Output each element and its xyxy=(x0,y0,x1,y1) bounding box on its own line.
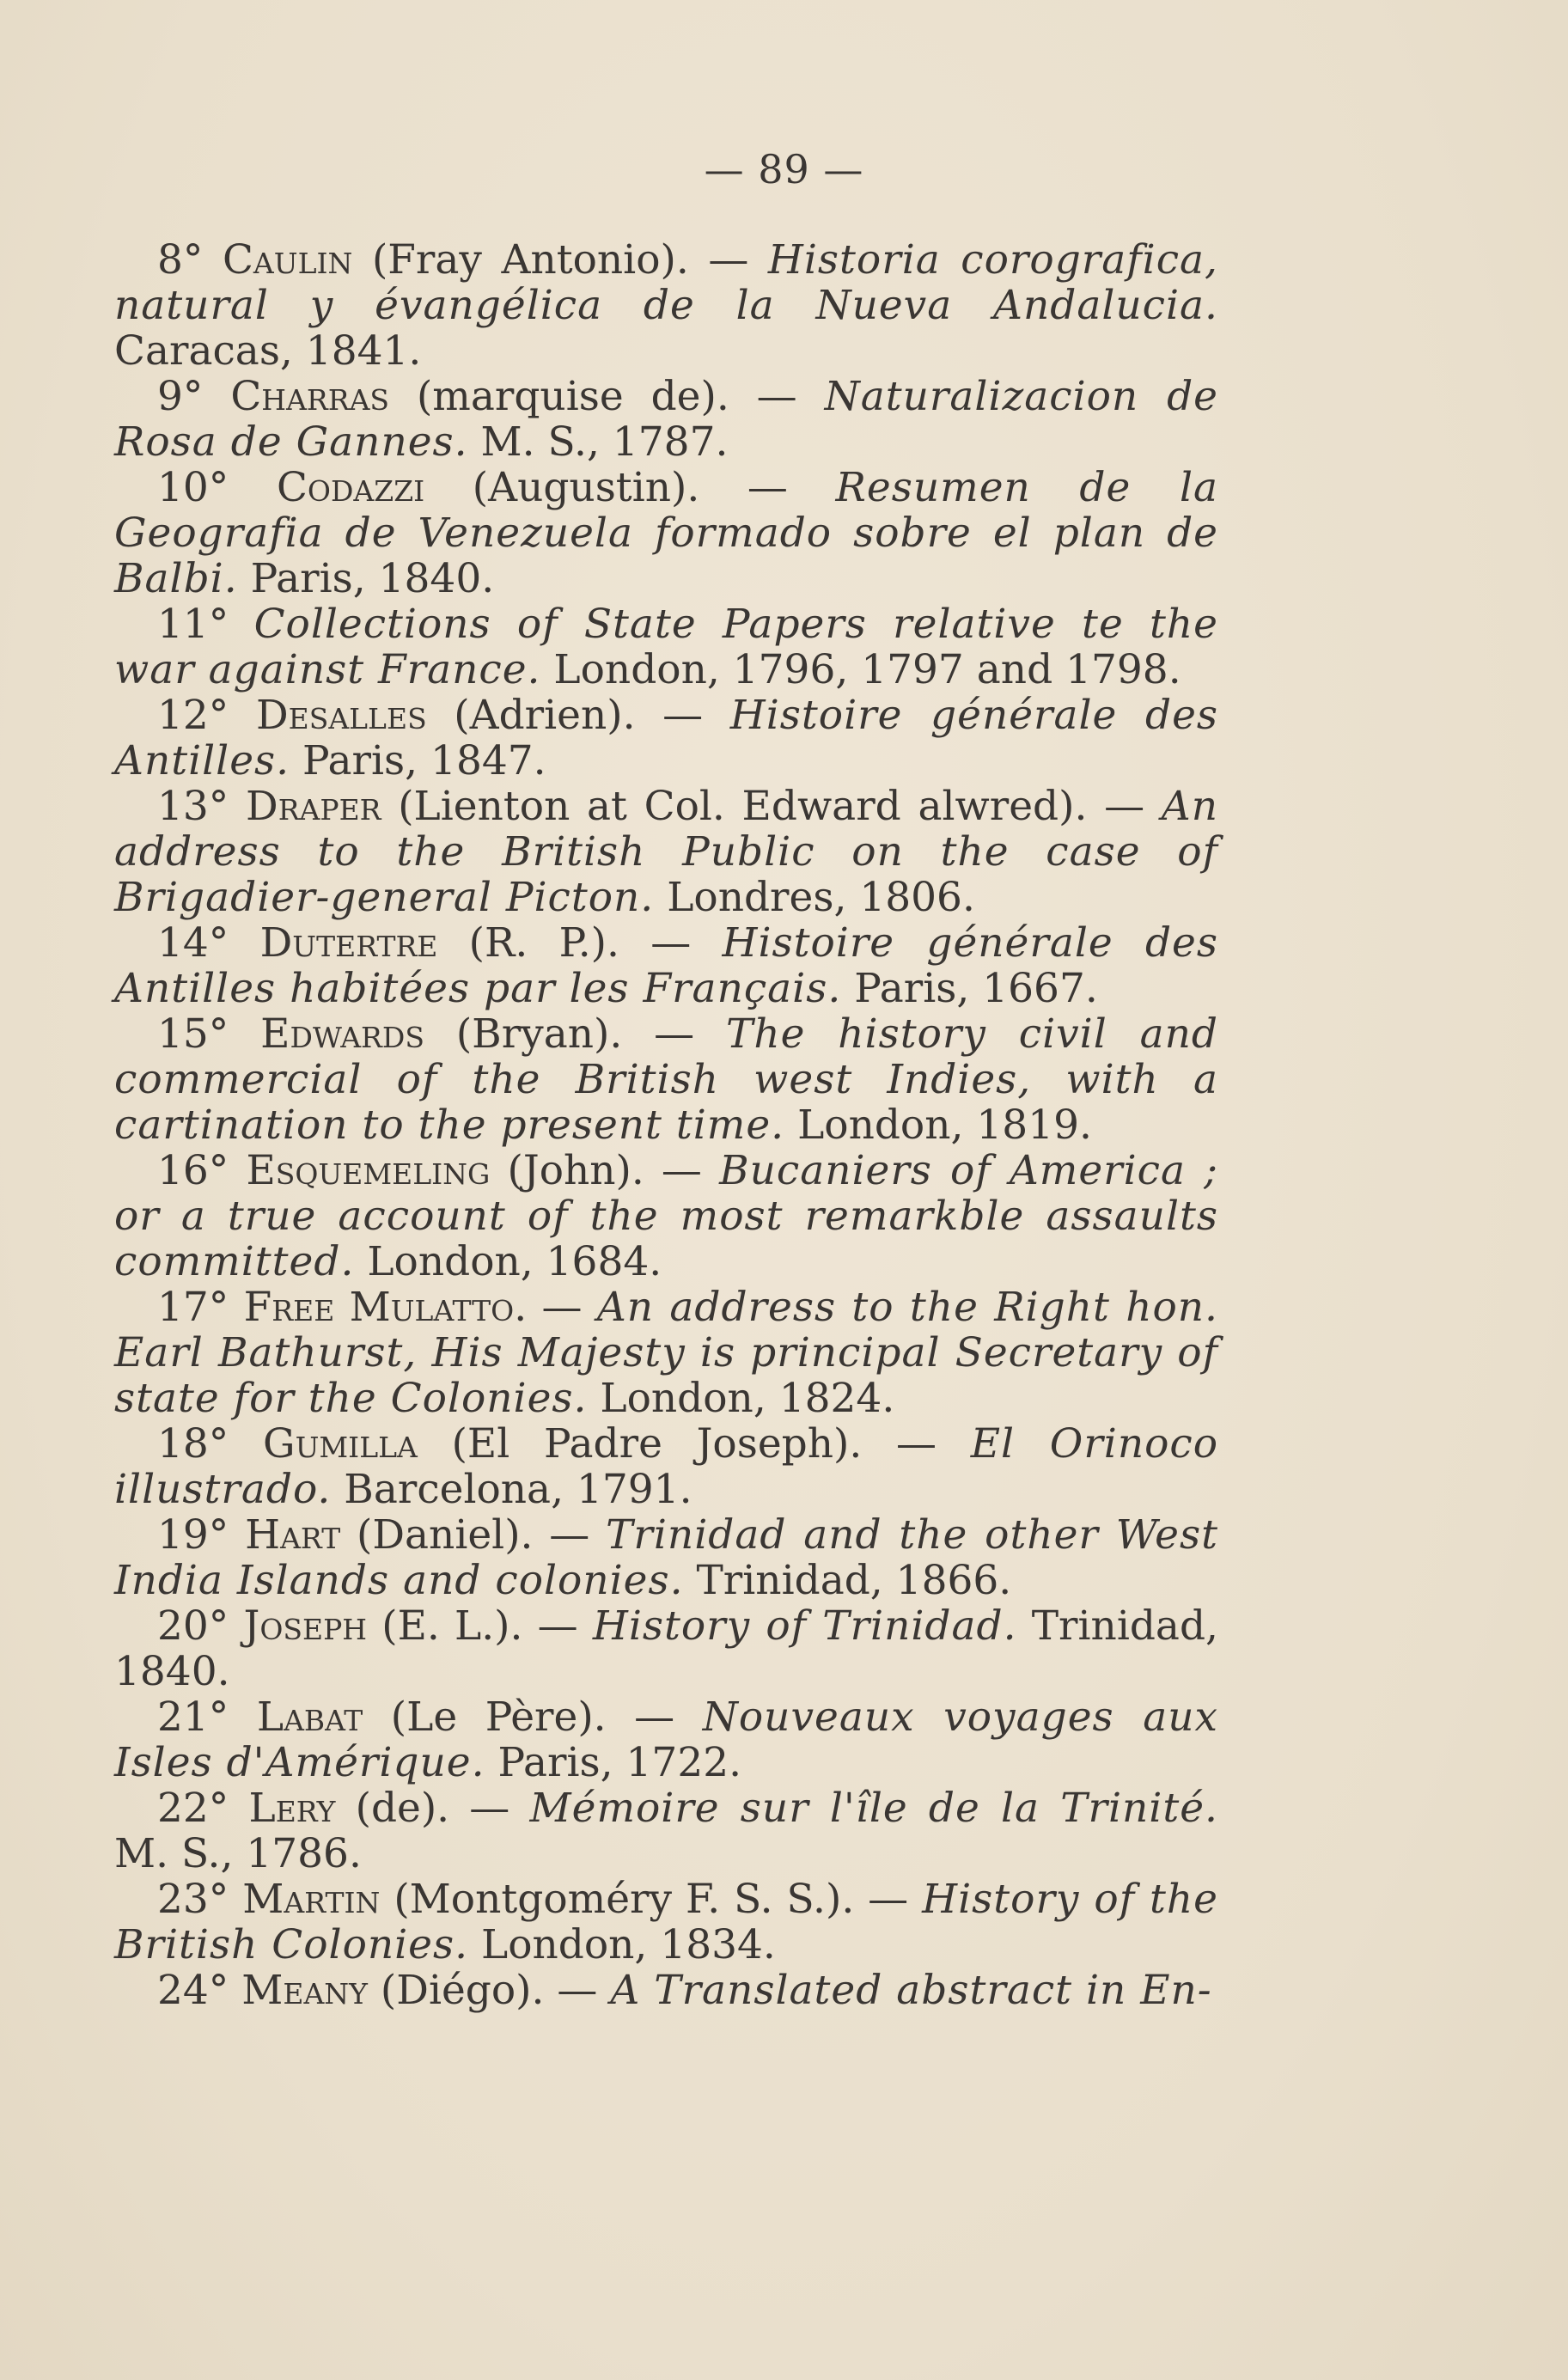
bibliography-entry xyxy=(114,237,1218,374)
entry-number: 15° xyxy=(157,1010,229,1058)
entry-number: 8° xyxy=(157,236,204,284)
entry-author: Labat xyxy=(256,1693,363,1741)
entry-number: 23° xyxy=(157,1876,229,1923)
entry-space xyxy=(229,1010,260,1058)
entry-number: 10° xyxy=(157,464,229,511)
entry-title: Nouveaux voyages aux Isles d'Amérique. xyxy=(114,1693,1218,1786)
entry-number: 13° xyxy=(157,783,229,830)
entry-number: 19° xyxy=(157,1511,229,1559)
entry-imprint: Paris, 1722. xyxy=(485,1739,742,1786)
entry-author: Caulin xyxy=(222,236,353,284)
entry-author: Hart xyxy=(245,1511,341,1559)
entry-number: 22° xyxy=(157,1785,229,1832)
entry-separator: (John). — xyxy=(490,1147,720,1194)
entry-separator: (Lienton at Col. Edward alwred). — xyxy=(381,783,1162,830)
bibliography-entry xyxy=(114,693,1218,784)
entry-title: An address to the British Public on the case of Brigadier-general Picton. xyxy=(114,783,1218,921)
entry-space xyxy=(229,783,246,830)
bibliography-entry xyxy=(114,920,1218,1011)
entry-separator: (marquise de). — xyxy=(389,373,825,420)
entry-imprint: London, 1824. xyxy=(587,1375,895,1422)
entry-space xyxy=(229,919,259,967)
entry-number: 14° xyxy=(157,919,229,967)
entry-author: Gumilla xyxy=(263,1420,418,1468)
entry-imprint: Paris, 1847. xyxy=(290,737,546,784)
entry-separator: (Diégo). — xyxy=(367,1967,611,2014)
bibliography-entry xyxy=(114,601,1218,693)
entry-imprint: London, 1796, 1797 and 1798. xyxy=(540,646,1181,693)
entry-author: Meany xyxy=(241,1967,368,2014)
entry-author: Martin xyxy=(242,1876,381,1923)
entry-imprint: London, 1834. xyxy=(468,1921,776,1968)
entry-title: Histoire générale des Antilles. xyxy=(114,692,1218,784)
entry-number: 20° xyxy=(157,1602,229,1650)
entry-title: The history civil and commercial of the British west Indies, with a cartination to the present time. xyxy=(114,1010,1218,1149)
entry-separator: (Daniel). — xyxy=(340,1511,607,1559)
entry-space xyxy=(229,1967,241,2014)
entry-space xyxy=(229,1693,257,1741)
entry-imprint: Caracas, 1841. xyxy=(114,327,422,375)
bibliography-entry xyxy=(114,1421,1218,1512)
bibliography-entry xyxy=(114,784,1218,920)
entry-space xyxy=(229,692,256,739)
entry-title: Resumen de la Geografia de Venezuela formado sobre el plan de Balbi. xyxy=(114,464,1219,602)
entry-imprint: Londres, 1806. xyxy=(654,874,975,921)
entry-author: Charras xyxy=(230,373,390,420)
bibliography-entry xyxy=(114,1694,1218,1785)
entry-imprint: Paris, 1840. xyxy=(237,555,495,602)
entry-space xyxy=(229,1284,243,1331)
entry-author: Esquemeling xyxy=(246,1147,491,1194)
entry-number: 16° xyxy=(157,1147,229,1194)
entry-title: Collections of State Papers relative te the war against France. xyxy=(114,601,1218,693)
entry-imprint: M. S., 1786. xyxy=(114,1830,362,1877)
entry-separator: (Montgoméry F. S. S.). — xyxy=(380,1876,923,1923)
bibliography-entry xyxy=(114,1148,1218,1285)
bibliography-entry xyxy=(114,465,1218,601)
entry-separator: (Augustin). — xyxy=(424,464,836,511)
entry-separator: (E. L.). — xyxy=(367,1602,593,1650)
entry-space xyxy=(229,601,253,648)
bibliography-entry xyxy=(114,1011,1218,1148)
entry-number: 17° xyxy=(157,1284,229,1331)
entry-title: An address to the Right hon. Earl Bathurst, His Majesty is principal Secretary of state for the Colonies. xyxy=(114,1284,1218,1422)
entry-separator: . — xyxy=(514,1284,597,1331)
entry-separator: (El Padre Joseph). — xyxy=(417,1420,971,1468)
entry-number: 21° xyxy=(157,1693,229,1741)
entry-title: Trinidad and the other West India Islands and colonies. xyxy=(114,1511,1218,1604)
bibliography-entry xyxy=(114,1877,1218,1968)
entry-space xyxy=(203,236,223,284)
bibliography-list xyxy=(114,237,1218,2013)
entry-author: Lery xyxy=(248,1785,336,1832)
entry-title: A Translated abstract in En- xyxy=(610,1967,1212,2014)
entry-author: Edwards xyxy=(260,1010,424,1058)
entry-title: Historia corografica, natural y évangélica de la Nueva Andalucia. xyxy=(114,236,1218,329)
entry-space xyxy=(229,1876,242,1923)
entry-space xyxy=(229,1785,248,1832)
entry-title: History of Trinidad. xyxy=(592,1602,1017,1650)
entry-space xyxy=(229,1420,263,1468)
entry-separator: (Bryan). — xyxy=(424,1010,726,1058)
entry-number: 24° xyxy=(157,1967,229,2014)
entry-imprint: Paris, 1667. xyxy=(841,965,1098,1012)
entry-separator: (Le Père). — xyxy=(363,1693,703,1741)
entry-separator: (de). — xyxy=(335,1785,530,1832)
entry-separator: (R. P.). — xyxy=(437,919,723,967)
entry-space xyxy=(229,1147,246,1194)
bibliography-entry xyxy=(114,1512,1218,1603)
entry-author: Desalles xyxy=(255,692,427,739)
entry-number: 9° xyxy=(157,373,204,420)
entry-author: Free Mulatto xyxy=(243,1284,515,1331)
entry-space xyxy=(203,373,230,420)
bibliography-entry xyxy=(114,1968,1218,2013)
entry-number: 12° xyxy=(157,692,229,739)
entry-imprint: Barcelona, 1791. xyxy=(331,1466,692,1513)
entry-imprint: London, 1819. xyxy=(784,1102,1092,1149)
entry-title: Mémoire sur l'île de la Trinité. xyxy=(529,1785,1218,1832)
entry-imprint: Trinidad, 1866. xyxy=(683,1557,1012,1604)
entry-space xyxy=(229,464,277,511)
entry-title: Bucaniers of America ; or a true account of the most remarkble assaults committed. xyxy=(114,1147,1218,1285)
bibliography-entry xyxy=(114,1785,1218,1877)
entry-space xyxy=(229,1511,245,1559)
entry-author: Draper xyxy=(246,783,381,830)
page-number: — 89 — xyxy=(704,146,864,192)
entry-space xyxy=(229,1602,243,1650)
entry-separator: (Adrien). — xyxy=(426,692,730,739)
bibliography-entry xyxy=(114,1285,1218,1421)
entry-number: 11° xyxy=(157,601,229,648)
entry-separator: (Fray Antonio). — xyxy=(352,236,768,284)
entry-author: Joseph xyxy=(243,1602,368,1650)
entry-author: Dutertre xyxy=(259,919,438,967)
entry-title: Naturalizacion de Rosa de Gannes. xyxy=(114,373,1218,466)
entry-author: Codazzi xyxy=(276,464,425,511)
bibliography-entry xyxy=(114,374,1218,465)
entry-imprint: M. S., 1787. xyxy=(467,418,729,466)
bibliography-entry xyxy=(114,1603,1218,1694)
entry-number: 18° xyxy=(157,1420,229,1468)
entry-title: El Orinoco illustrado. xyxy=(114,1420,1219,1513)
entry-imprint: Trinidad, 1840. xyxy=(114,1602,1218,1695)
entry-imprint: London, 1684. xyxy=(354,1238,662,1285)
entry-title: Histoire générale des Antilles habitées par les Français. xyxy=(114,919,1218,1012)
entry-title: History of the British Colonies. xyxy=(114,1876,1218,1968)
